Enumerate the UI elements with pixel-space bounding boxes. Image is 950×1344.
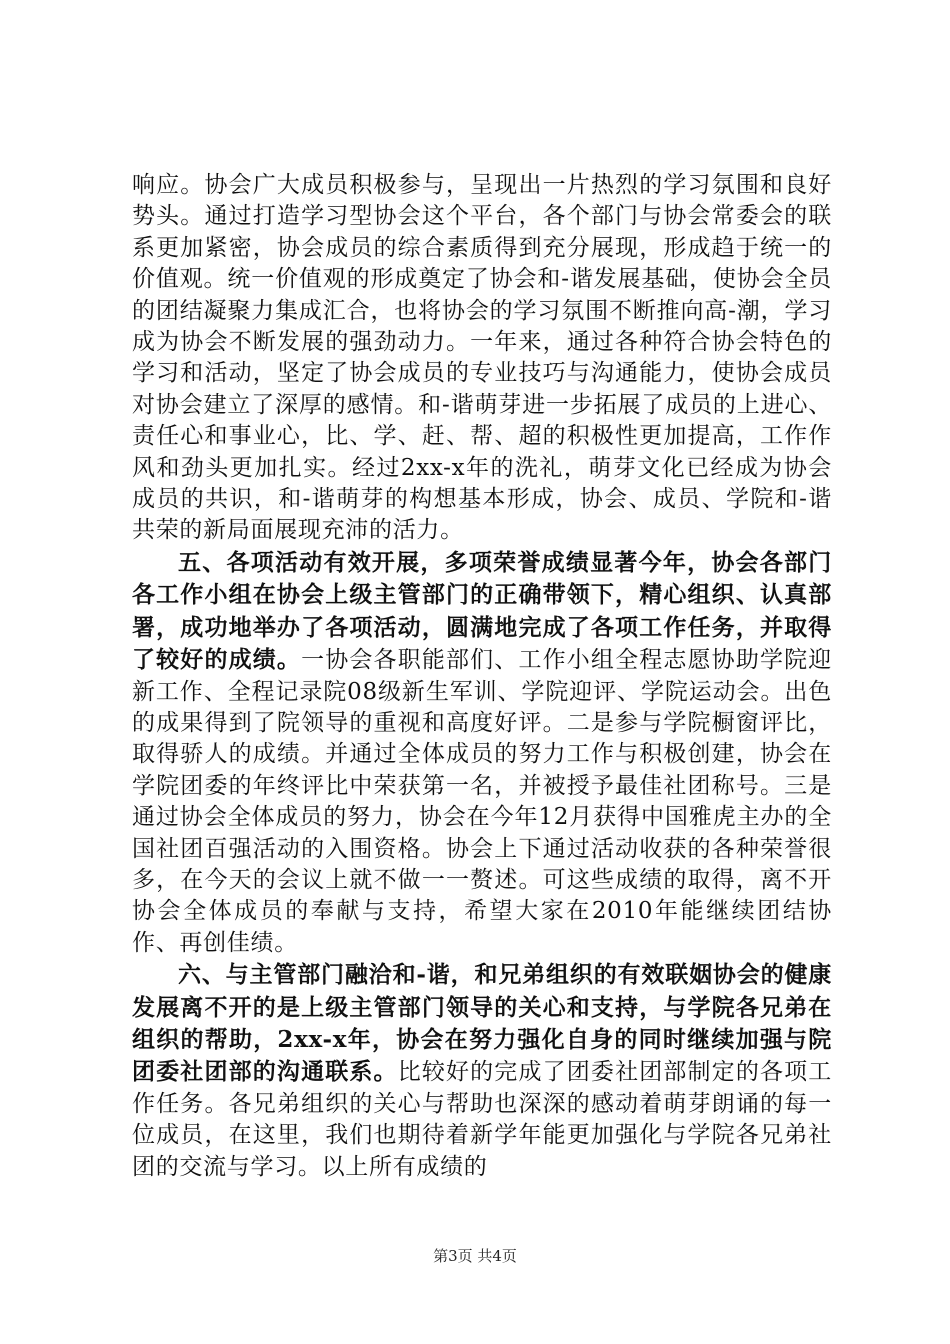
paragraph-continuation (132, 170, 832, 547)
paragraph-text: 响应。协会广大成员积极参与，呈现出一片热烈的学习氛围和良好势头。通过打造学习型协会这个平台，各个部门与协会常委会的联系更加紧密，协会成员的综合素质得到充分展现，形成趋于统一的价值观。统一价值观的形成奠定了协会和-谐发展基础，使协会全员的团结凝聚力集成汇合，也将协会的学习氛围不断推向高-潮，学习成为协会不断发展的强劲动力。一年来，通过各种符合协会特色的学习和活动，坚定了协会成员的专业技巧与沟通能力，使协会成员对协会建立了深厚的感情。和-谐萌芽进一步拓展了成员的上进心、责任心和事业心，比、学、赶、帮、超的积极性更加提高，工作作风和劲头更加扎实。经过2xx-x年的洗礼，萌芽文化已经成为协会成员的共识，和-谐萌芽的构想基本形成，协会、成员、学院和-谐共荣的新局面展现充沛的活力。 (132, 172, 832, 544)
page-number-footer: 第3页 共4页 (433, 1247, 517, 1265)
section-six-body: 比较好的完成了团委社团部制定的各项工作任务。各兄弟组织的关心与帮助也深深的感动着萌芽朗诵的每一位成员，在这里，我们也期待着新学年能更加强化与学院各兄弟社团的交流与学习。以上所有成绩的 (132, 1059, 832, 1180)
section-five-body: 一协会各职能部们、工作小组全程志愿协助学院迎新工作、全程记录院08级新生军训、学院迎评、学院运动会。出色的成果得到了院领导的重视和高度好评。二是参与学院橱窗评比，取得骄人的成绩。并通过全体成员的努力工作与积极创建，协会在学院团委的年终评比中荣获第一名，并被授予最佳社团称号。三是通过协会全体成员的努力，协会在今年12月获得中国雅虎主办的全国社团百强活动的入围资格。协会上下通过活动收获的各种荣誉很多，在今天的会议上就不做一一赘述。可这些成绩的取得，离不开协会全体成员的奉献与支持，希望大家在2010年能继续团结协作、再创佳绩。 (132, 647, 832, 956)
paragraph-section-five (132, 547, 832, 959)
section-six-heading: 六、与主管部门融洽和-谐，和兄弟组织的有效联姻协会的健康发展离不开的是上级主管部门领导的关心和支持，与学院各兄弟在组织的帮助，2xx-x年，协会在努力强化自身的同时继续加强与院团委社团部的沟通联系。 (132, 961, 832, 1086)
paragraph-section-six (132, 959, 832, 1183)
document-body (132, 170, 832, 1183)
section-five-heading: 五、各项活动有效开展，多项荣誉成绩显著今年，协会各部门各工作小组在协会上级主管部门的正确带领下，精心组织、认真部署，成功地举办了各项活动，圆满地完成了各项工作任务，并取得了较好的成绩。 (132, 548, 832, 674)
